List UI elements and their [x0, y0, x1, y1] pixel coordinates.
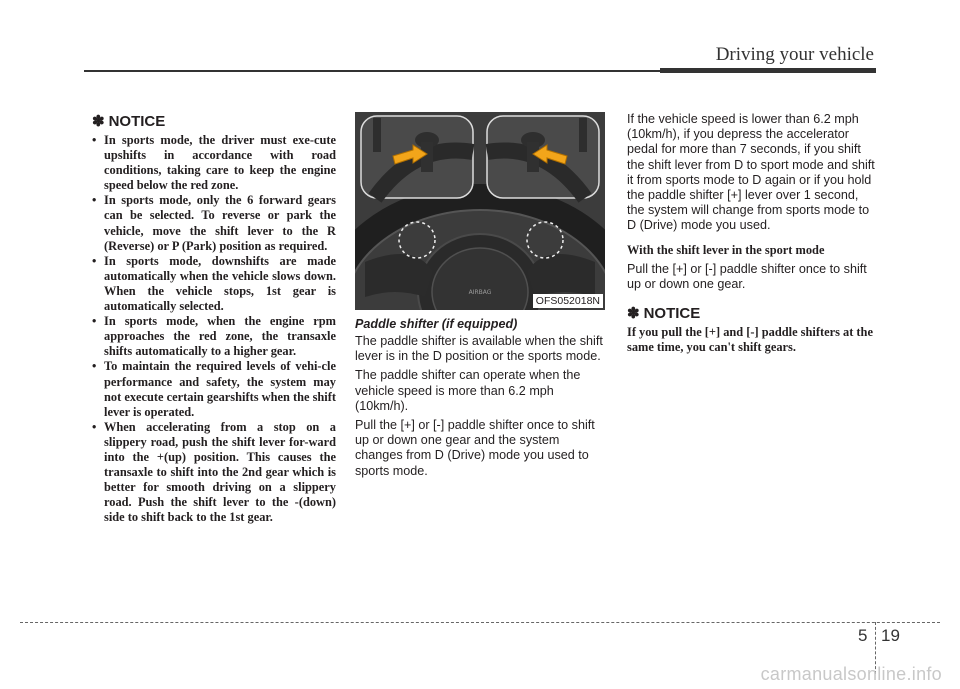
notice-title: NOTICE: [108, 112, 166, 130]
notice-star-icon: ✽: [627, 305, 640, 323]
notice-heading: [627, 304, 879, 322]
list-item: • In sports mode, downshifts are made automatically when the vehicle slows down. When the vehicle stops, 1st gear is automatically selected.: [92, 253, 336, 314]
figure-code: OFS052018N: [533, 294, 603, 308]
left-column: [92, 112, 336, 525]
airbag-label: AIRBAG: [468, 289, 492, 296]
notice-title: NOTICE: [643, 304, 701, 322]
footer-rule: [20, 622, 940, 623]
notice-body: If you pull the [+] and [-] paddle shifters at the same time, you can't shift gears.: [627, 325, 873, 355]
paragraph: The paddle shifter can operate when the vehicle speed is more than 6.2 mph (10km/h).: [355, 368, 581, 413]
paragraph: Pull the [+] or [-] paddle shifter once to shift up or down one gear and the system changes from D (Drive) mode you used to sports mode.: [355, 418, 595, 478]
list-item: • To maintain the required levels of vehi-cle performance and safety, the system may not execute certain gearshifts when the shift lever is operated.: [92, 359, 336, 419]
notice-bullet-list: [92, 133, 336, 525]
chapter-number: 5: [858, 626, 868, 645]
notice-heading: [92, 112, 336, 130]
header-rule-accent: [660, 68, 876, 73]
figure-caption: Paddle shifter (if equipped): [355, 317, 518, 331]
list-item: • In sports mode, the driver must exe-cute upshifts in accordance with road conditions, taking care to keep the engine speed below the red zone.: [92, 133, 336, 193]
page-number: 19: [881, 626, 900, 645]
steering-wheel-illustration: [355, 112, 605, 310]
middle-column: [355, 112, 605, 483]
notice-star-icon: ✽: [92, 113, 105, 130]
header-title: Driving your vehicle: [715, 44, 874, 65]
list-item: • In sports mode, when the engine rpm approaches the red zone, the transaxle shifts automatically to a higher gear.: [92, 314, 336, 359]
paddle-shifter-figure: [355, 112, 605, 310]
paragraph: The paddle shifter is available when the shift lever is in the D position or the sports mode.: [355, 334, 603, 364]
list-item: • In sports mode, only the 6 forward gears can be selected. To reverse or park the vehicle, move the shift lever to the R (Reverse) or P (Park) position as required.: [92, 193, 336, 253]
paragraph: If the vehicle speed is lower than 6.2 mph (10km/h), if you depress the accelerator pedal for more than 7 seconds, if you shift the shift lever from D to sport mode and shift it from sports mode to D again or if you hold the paddle shifter [+] lever over 1 second, the system will change from sports mode to D (Drive) mode you used.: [627, 112, 875, 233]
paragraph: Pull the [+] or [-] paddle shifter once to shift up or down one gear.: [627, 261, 867, 291]
sub-heading: With the shift lever in the sport mode: [627, 242, 825, 257]
right-column: [627, 112, 879, 355]
watermark: carmanualsonline.info: [760, 664, 942, 684]
list-item: • When accelerating from a stop on a slippery road, push the shift lever for-ward into the +(up) position. This causes the transaxle to shift into the 2nd gear which is better for smooth driving on a slippery road. Push the shift lever to the -(down) side to shift back to the 1st gear.: [92, 419, 336, 525]
